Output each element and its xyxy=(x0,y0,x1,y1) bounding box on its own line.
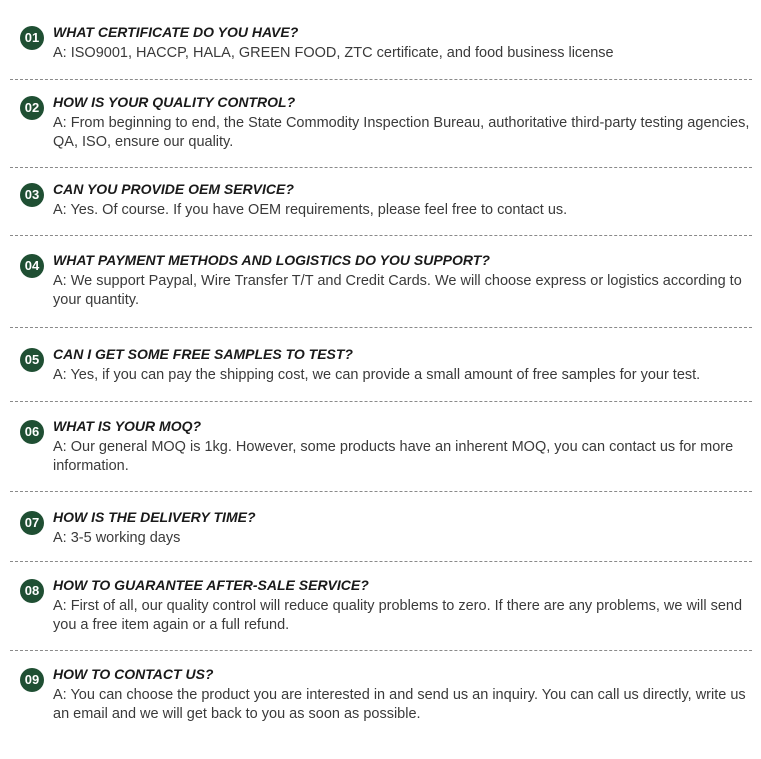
faq-divider xyxy=(10,401,752,402)
faq-number-badge: 07 xyxy=(20,511,44,535)
faq-number-badge: 06 xyxy=(20,420,44,444)
faq-divider xyxy=(10,167,752,168)
faq-answer: A: From beginning to end, the State Commodity Inspection Bureau, authoritative third-party testing agencies, QA, ISO, ensure our quality. xyxy=(53,115,750,150)
faq-divider xyxy=(10,79,752,80)
faq-answer: A: Yes, if you can pay the shipping cost, we can provide a small amount of free samples for your test. xyxy=(53,367,701,383)
faq-number-badge: 08 xyxy=(20,579,44,603)
faq-number-badge: 05 xyxy=(20,348,44,372)
faq-answer: A: Yes. Of course. If you have OEM requirements, please feel free to contact us. xyxy=(53,202,568,218)
faq-number-badge: 04 xyxy=(20,254,44,278)
faq-question: HOW TO GUARANTEE AFTER-SALE SERVICE? xyxy=(53,577,369,593)
faq-question: CAN YOU PROVIDE OEM SERVICE? xyxy=(53,181,294,197)
faq-divider xyxy=(10,327,752,328)
faq-divider xyxy=(10,650,752,651)
faq-divider xyxy=(10,491,752,492)
faq-question: HOW TO CONTACT US? xyxy=(53,666,214,682)
faq-divider xyxy=(10,235,752,236)
faq-number-badge: 01 xyxy=(20,26,44,50)
faq-answer: A: Our general MOQ is 1kg. However, some products have an inherent MOQ, you can contact us for more information. xyxy=(53,439,734,474)
faq-answer: A: 3-5 working days xyxy=(53,530,181,546)
faq-number-badge: 09 xyxy=(20,668,44,692)
faq-answer: A: You can choose the product you are interested in and send us an inquiry. You can call us directly, write us an email and we will get back to you as soon as possible. xyxy=(53,687,746,722)
faq-number-badge: 03 xyxy=(20,183,44,207)
faq-answer: A: We support Paypal, Wire Transfer T/T and Credit Cards. We will choose express or logistics according to your quantity. xyxy=(53,273,742,308)
faq-divider xyxy=(10,561,752,562)
faq-question: WHAT IS YOUR MOQ? xyxy=(53,418,202,434)
faq-question: CAN I GET SOME FREE SAMPLES TO TEST? xyxy=(53,346,353,362)
faq-number-badge: 02 xyxy=(20,96,44,120)
faq-answer: A: First of all, our quality control will reduce quality problems to zero. If there are any problems, we will send you a free item again or a full refund. xyxy=(53,598,743,633)
faq-question: HOW IS YOUR QUALITY CONTROL? xyxy=(53,94,296,110)
faq-answer: A: ISO9001, HACCP, HALA, GREEN FOOD, ZTC certificate, and food business license xyxy=(53,45,614,61)
faq-question: WHAT PAYMENT METHODS AND LOGISTICS DO YOU SUPPORT? xyxy=(53,252,490,268)
faq-question: WHAT CERTIFICATE DO YOU HAVE? xyxy=(53,24,299,40)
faq-question: HOW IS THE DELIVERY TIME? xyxy=(53,509,256,525)
